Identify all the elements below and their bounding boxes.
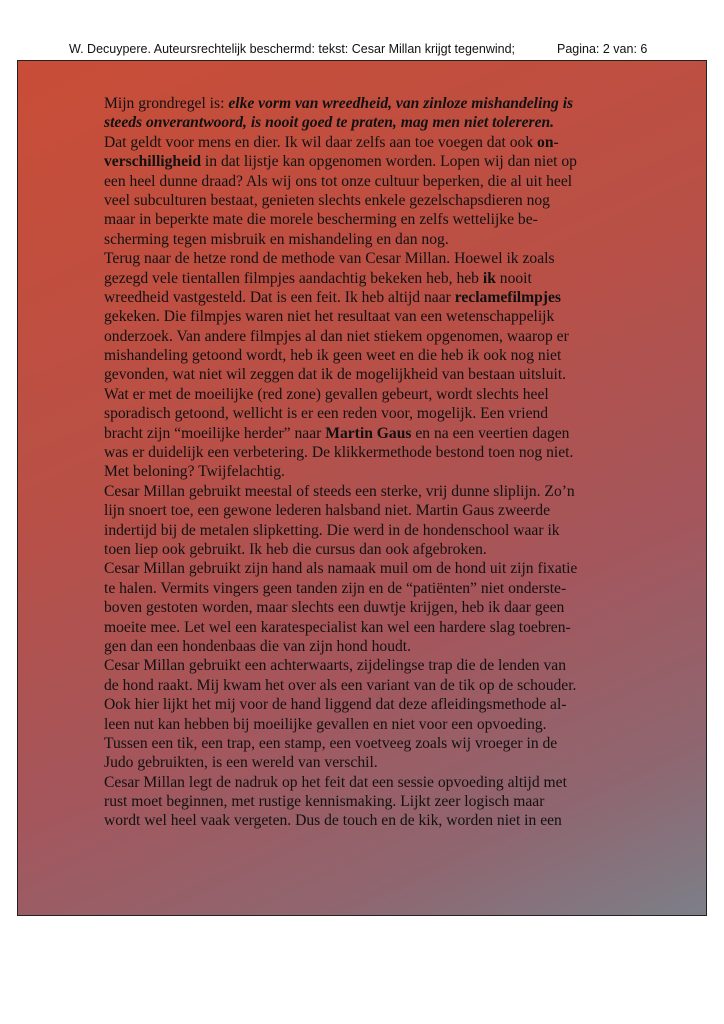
text-segment: lijn snoert toe, een gewone lederen halsband niet. Martin Gaus zweerde (104, 502, 550, 520)
text-segment: te halen. Vermits vingers geen tanden zijn en de “patiënten” niet onderste- (104, 579, 567, 597)
page-number: Pagina: 2 van: 6 (557, 42, 648, 56)
text-segment: scherming tegen misbruik en mishandeling en dan nog. (104, 230, 449, 248)
text-line (104, 579, 624, 598)
emphasized-text: ik (482, 269, 496, 287)
text-segment: moeite mee. Let wel een karatespecialist kan wel een hardere slag toebren- (104, 618, 571, 636)
text-line (104, 637, 624, 656)
text-segment: een heel dunne draad? Als wij ons tot onze cultuur beperken, die al uit heel (104, 172, 573, 190)
text-segment: gezegd vele tientallen filmpjes aandachtig bekeken heb, heb (104, 269, 483, 287)
text-line (104, 152, 624, 171)
text-line (104, 133, 624, 152)
text-segment: leen nut kan hebben bij moeilijke gevallen en niet voor een opvoeding. (104, 715, 547, 733)
text-line (104, 482, 624, 501)
text-line (104, 230, 624, 249)
text-line (104, 404, 624, 423)
text-line (104, 462, 624, 481)
text-segment: en na een veertien dagen (411, 424, 570, 442)
text-segment: Cesar Millan legt de nadruk op het feit dat een sessie opvoeding altijd met (104, 773, 567, 791)
text-line (104, 172, 624, 191)
text-line (104, 288, 624, 307)
text-line (104, 811, 624, 830)
text-segment: gen dan een hondenbaas die van zijn hond houdt. (104, 637, 412, 655)
text-segment: wreedheid vastgesteld. Dat is een feit. Ik heb altijd naar (104, 288, 455, 306)
text-line (104, 327, 624, 346)
text-segment: onderzoek. Van andere filmpjes al dan niet stiekem opgenomen, waarop er (104, 327, 569, 345)
text-segment: Judo gebruikten, is een wereld van verschil. (104, 754, 378, 772)
text-line (104, 385, 624, 404)
text-line (104, 734, 624, 753)
text-segment: Tussen een tik, een trap, een stamp, een voetveeg zoals wij vroeger in de (104, 734, 558, 752)
text-segment: bracht zijn “moeilijke herder” naar (104, 424, 326, 442)
emphasized-text: steeds onverantwoord, is nooit goed te praten, mag men niet tolereren. (104, 114, 555, 132)
text-line (104, 210, 624, 229)
text-line (104, 501, 624, 520)
text-segment: indertijd bij de metalen slipketting. Die werd in de hondenschool waar ik (104, 521, 560, 539)
emphasized-text: elke vorm van wreedheid, van zinloze mishandeling is (228, 95, 574, 112)
text-line (104, 676, 624, 695)
emphasized-text: Martin Gaus (325, 424, 412, 442)
text-line (104, 269, 624, 288)
text-line (104, 598, 624, 617)
text-segment: Met beloning? Twijfelachtig. (104, 463, 285, 481)
text-segment: toen liep ook gebruikt. Ik heb die cursus dan ook afgebroken. (104, 540, 487, 558)
text-segment: wordt wel heel vaak vergeten. Dus de touch en de kik, worden niet in een (104, 812, 562, 830)
text-segment: Dat geldt voor mens en dier. Ik wil daar zelfs aan toe voegen dat ook (104, 133, 538, 151)
text-line (104, 424, 624, 443)
header-author-title: W. Decuypere. Auteursrechtelijk beschermd: tekst: Cesar Millan krijgt tegenwind; (69, 42, 516, 56)
text-line (104, 695, 624, 714)
text-line (104, 656, 624, 675)
text-line (104, 792, 624, 811)
text-line (104, 753, 624, 772)
text-line (104, 94, 624, 113)
text-segment: Cesar Millan gebruikt meestal of steeds een sterke, vrij dunne sliplijn. Zo’n (104, 482, 575, 500)
text-segment: rust moet beginnen, met rustige kennismaking. Lijkt zeer logisch maar (104, 793, 545, 811)
text-line (104, 365, 624, 384)
text-line (104, 773, 624, 792)
text-segment: nooit (495, 269, 532, 287)
text-segment: boven gestoten worden, maar slechts een duwtje krijgen, heb ik daar geen (104, 599, 565, 617)
text-segment: de hond raakt. Mij kwam het over als een variant van de tik op de schouder. (104, 676, 577, 694)
body-text (104, 94, 624, 831)
text-line (104, 346, 624, 365)
text-segment: Cesar Millan gebruikt een achterwaarts, zijdelingse trap die de lenden van (104, 657, 567, 675)
text-segment: gekeken. Die filmpjes waren niet het resultaat van een wetenschappelijk (104, 308, 555, 326)
text-line (104, 715, 624, 734)
content-panel (17, 60, 707, 916)
text-line (104, 191, 624, 210)
text-segment: maar in beperkte mate die morele bescherming en zelfs wettelijke be- (104, 211, 538, 229)
text-segment: veel subculturen bestaat, genieten slechts enkele gezelschapsdieren nog (104, 191, 550, 209)
text-segment: mishandeling getoond wordt, heb ik geen weet en die heb ik ook nog niet (104, 347, 562, 365)
text-line (104, 618, 624, 637)
text-line (104, 559, 624, 578)
text-segment: Mijn grondregel is: (104, 95, 229, 112)
text-line (104, 113, 624, 132)
text-segment: Wat er met de moeilijke (red zone) gevallen gebeurt, wordt slechts heel (104, 385, 549, 403)
text-line (104, 249, 624, 268)
text-line (104, 540, 624, 559)
text-line (104, 443, 624, 462)
emphasized-text: verschilligheid (104, 153, 202, 171)
text-line (104, 307, 624, 326)
text-segment: sporadisch getoond, wellicht is er een reden voor, mogelijk. Een vriend (104, 405, 549, 423)
text-segment: Terug naar de hetze rond de methode van Cesar Millan. Hoewel ik zoals (104, 250, 555, 268)
text-segment: in dat lijstje kan opgenomen worden. Lopen wij dan niet op (201, 153, 577, 171)
text-segment: Ook hier lijkt het mij voor de hand liggend dat deze afleidingsmethode al- (104, 696, 567, 714)
text-segment: was er duidelijk een verbetering. De klikkermethode bestond toen nog niet. (104, 444, 574, 462)
page-header (0, 40, 724, 58)
text-segment: gevonden, wat niet wil zeggen dat ik de mogelijkheid van bestaan uitsluit. (104, 366, 567, 384)
emphasized-text: on- (537, 133, 559, 151)
text-line (104, 521, 624, 540)
emphasized-text: reclamefilmpjes (454, 288, 561, 306)
text-segment: Cesar Millan gebruikt zijn hand als namaak muil om de hond uit zijn fixatie (104, 560, 578, 578)
